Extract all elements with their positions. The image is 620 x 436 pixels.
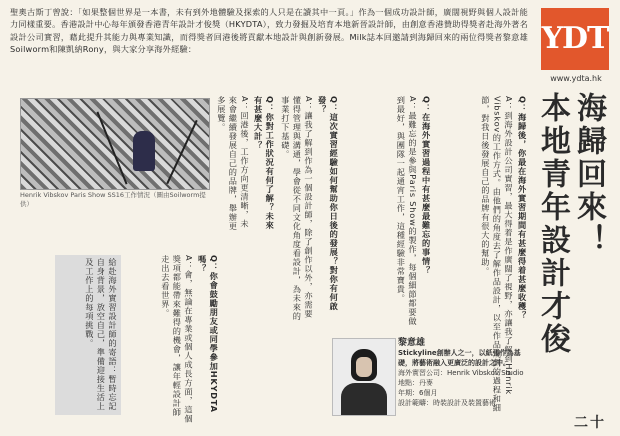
photo-paris-show	[20, 98, 210, 190]
answer-2: A：最難忘的是參與Paris Show的製作，每個細節都要做到最好，與團隊一起通宵工作，這種經驗非常寶貴。	[396, 96, 418, 326]
answer-4: A：回港後，工作方向更清晰，未來會繼續發展自己的品牌，舉辦更多展覽。	[216, 96, 250, 231]
person-duration: 年期：6個月	[398, 389, 438, 397]
answer-5: A：會，無論在專業或個人成長方面，這個獎項都能帶來難得的機會，讓年輕設計師走出去看世界。	[160, 255, 194, 424]
answer-3: A：讓我了解到作為一個設計師，除了創作以外，亦需要懂得管理與溝通，學會從不同文化角度看設計，為未來的事業打下基礎。	[280, 96, 314, 321]
question-2: Q：在海外實習過程中有甚麼最難忘的事情？	[421, 96, 432, 275]
advice-text: 給赴海外實習設計師的寄語：暫時忘記自身背景，放空自己，準備迎接生活上及工作上的每項挑戰。	[84, 258, 118, 411]
answer-1: A：到海外設計公司實習，最大得着是作廣闊了視野，亦讓我了解到Henrik Vibskov的工作方式。由他們的角度去了解作品設計，以至作品規劃的過程和細節，對我日後發展自己的品牌有很大的幫助。	[480, 96, 514, 413]
person-company: 海外實習公司：Henrik Vibskov Studio	[398, 369, 524, 377]
page-number: 二十	[574, 415, 606, 431]
person-field: 設計範疇：時裝設計及裝置藝術	[398, 399, 496, 407]
intro-paragraph: 聖奧古斯丁曾說：「如果整個世界是一本書，未有到外地體驗及探索的人只是在讀其中一頁。」作為一個成功設計師，廣闊視野與個人設計能力同樣重要。香港設計中心每年頒發香港青年設計才俊獎（HKYDTA），致力發掘及培育本地新晉設計師，由創意香港贊助得獎者赴海外著名設計公司實習，藉此提升其能力與專業知識，而得獎者回港後將貢獻本地設計與創新發展。Milk誌本回邀請到海歸回來的兩位得獎者黎意雄Soilworm和陳凱納Rony，與大家分享海外經驗：	[10, 7, 528, 55]
website-url[interactable]: www.ydta.hk	[550, 74, 602, 83]
person-location: 地點：丹麥	[398, 379, 433, 387]
ydt-logo: YDT	[541, 8, 609, 70]
question-1: Q：海歸後，你最在海外實習期間有甚麼得着甚麼收穫？	[517, 96, 528, 320]
question-4: Q：你對工作狀況有何了解？未來有甚麼大計？	[253, 96, 276, 230]
person-info	[398, 338, 528, 408]
person-name: 黎意雄	[398, 338, 426, 348]
headline-line-1: 海歸回來！	[571, 92, 606, 257]
person-bio: Stickyline創辦人之一，以紙張作為基礎，將藝術融入更廣泛的設計之中。	[398, 349, 521, 367]
photo-caption: Henrik Vibskov Paris Show SS16工作情況（圖由Soilworm提供）	[20, 191, 206, 208]
headline-line-2: 本地青年設計才俊	[535, 92, 570, 356]
question-5: Q：你會鼓勵朋友或同學參加HKYDTA嗎？	[197, 255, 220, 413]
portrait-photo	[332, 338, 396, 416]
question-3: Q：這次實習經驗如何幫助你日後的發展？對你有何啟發？	[317, 96, 340, 311]
